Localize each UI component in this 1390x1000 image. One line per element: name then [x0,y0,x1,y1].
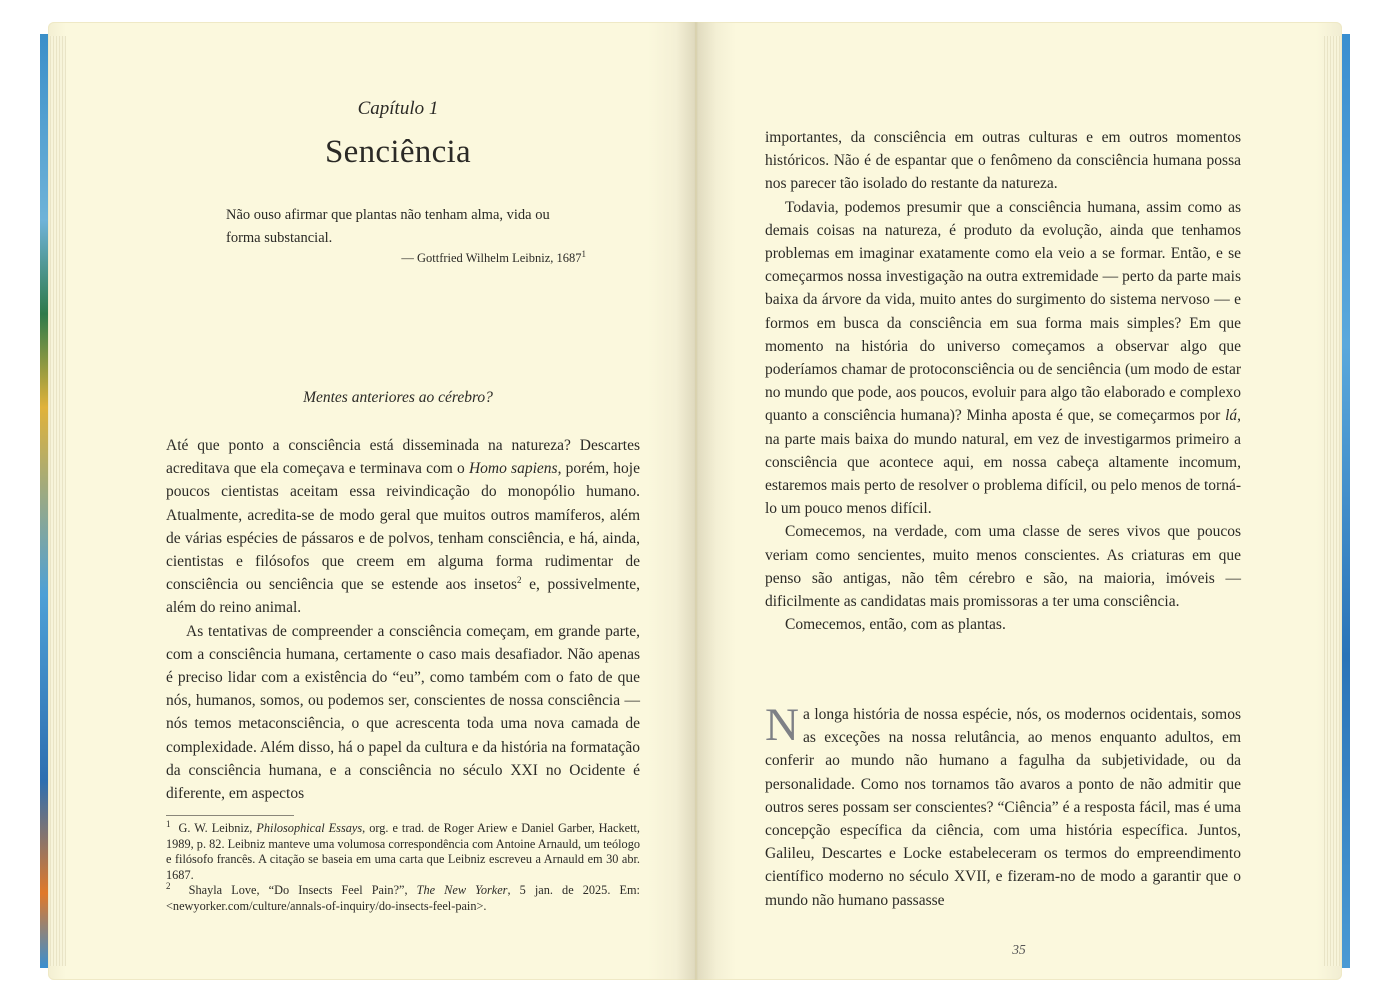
footnotes [166,818,640,915]
paragraph: As tentativas de compreender a consciência começam, em grande parte, com a consciência humana, certamente o caso mais desafiador. Não apenas é preciso lidar com a existência do “eu”, como também com o fato de que nós, humanos, somos, ou podemos ser, conscientes de nossa consciência — nós temos metaconsciência, o que acrescenta toda uma nova camada de complexidade. Além disso, há o papel da cultura e da história na formatação da consciência humana, e a consciência no século XXI no Ocidente é diferente, em aspectos [166,622,640,803]
drop-cap: N [765,699,799,751]
right-page [696,22,1342,980]
footnote-ref: 2 [517,575,522,586]
section-title: Mentes anteriores ao cérebro? [303,389,493,406]
book-gutter [676,22,716,980]
footnote-divider [166,815,294,816]
paragraph: Comecemos, então, com as plantas. [785,616,1006,634]
open-book [40,22,1350,980]
left-body-text [166,434,640,805]
footnote: $^2$ Shayla Love, “Do Insects Feel Pain?”, The New Yorker, 5 jan. de 2025. Em: <newyorker.com/culture/annals-of-inquiry/do-insects-feel-pain>. [166,881,640,913]
left-page [48,22,696,980]
right-body-text [765,126,1241,636]
footnote-ref: 1 [581,248,586,259]
right-body-text-section [765,699,1241,912]
paragraph: Todavia, podemos presumir que a consciência humana, assim como as demais coisas na natureza, é produto da evolução, ainda que tenhamos problemas em imaginar exatamente como ela veio a se formar. Então, e se começarmos nossa investigação na outra extremidade — perto da parte mais baixa da árvore da vida, muito antes do surgimento do sistema nervoso — e formos em busca da consciência em sua forma mais simples? Em que momento na história do universo começamos a observar algo que poderíamos chamar de protoconsciência ou de senciência (um modo de estar no mundo que pode, aos poucos, evoluir para algo tão elaborado e complexo quanto a consciência humana)? Minha aposta é que, se começarmos por lá, na parte mais baixa do mundo natural, em vez de investigarmos primeiro a consciência que acontece aqui, em nossa cabeça altamente incomum, estaremos mais perto de resolver o problema difícil, ou pelo menos de torná-lo um pouco menos difícil. [765,198,1241,518]
epigraph-attribution: — Gottfried Wilhelm Leibniz, 1687$^1$ [401,248,586,265]
paragraph: Até que ponto a consciência está disseminada na natureza? Descartes acreditava que ela começava e terminava com o Homo sapiens, porém, hoje poucos cientistas aceitam essa reivindicação do monopólio humano. Atualmente, acredita-se de modo geral que muitos outros mamíferos, além de várias espécies de pássaros e de polvos, tenham consciência, e há, ainda, cientistas e filósofos que creem em alguma forma rudimentar de consciência ou senciência que se estende aos insetos$^2$ e, possivelmente, além do reino animal. [166,437,640,617]
page-edges-right [1324,36,1340,966]
footnote: $^1$ G. W. Leibniz, Philosophical Essays, org. e trad. de Roger Ariew e Daniel Garber, Hackett, 1989, p. 82. Leibniz manteve uma volumosa correspondência com Antoine Arnauld, um teólogo e filósofo francês. A citação se baseia em uma carta que Leibniz escreveu a Arnauld em 30 abr. 1687. [166,818,640,882]
paragraph: Na longa história de nossa espécie, nós, os modernos ocidentais, somos as exceções na nossa relutância, ao menos enquanto adultos, em conferir ao mundo não humano a fagulha da subjetividade, ou da personalidade. Como nos tornamos tão avaros a ponto de não admitir que outros seres possam ser conscientes? “Ciência” é a resposta fácil, mas é uma concepção específica da ciência, com uma história específica. Juntos, Galileu, Descartes e Locke estabeleceram os termos do empreendimento científico moderno no século XVII, e fizeram-no de modo a garantir que o mundo não humano passasse [765,699,1241,909]
page-edges-left [50,36,66,966]
paragraph: importantes, da consciência em outras culturas e em outros momentos históricos. Não é de espantar que o fenômeno da consciência humana possa nos parecer tão isolado do restante da natureza. [765,129,1241,193]
paragraph: Comecemos, na verdade, com uma classe de seres vivos que poucos veriam como sencientes, muito menos conscientes. As criaturas em que penso são antigas, não têm cérebro e são, na maioria, imóveis — dificilmente as candidatas mais promissoras a ter uma consciência. [765,523,1241,611]
page-number: 35 [1012,942,1026,957]
epigraph-quote: Não ouso afirmar que plantas não tenham alma, vida ou forma substancial. [226,207,550,246]
chapter-label: Capítulo 1 [357,98,439,119]
chapter-title: Senciência [325,134,471,170]
